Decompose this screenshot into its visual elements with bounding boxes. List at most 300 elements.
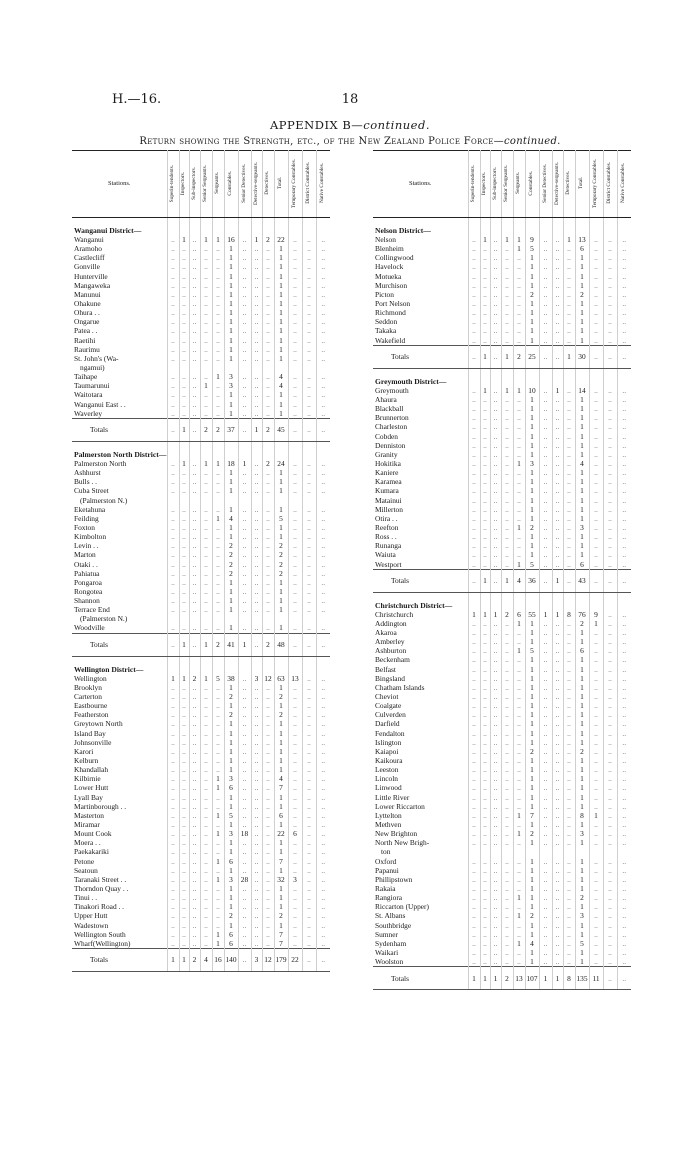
value-cell: .. [490,386,501,395]
value-cell: .. [603,738,617,747]
value-cell: .. [480,281,490,290]
value-cell: .. [468,802,480,811]
value-cell: .. [189,820,200,829]
value-cell: .. [288,235,302,244]
value-cell: .. [552,560,563,570]
value-cell: .. [513,628,525,637]
value-cell: 1 [525,838,539,847]
table-row [373,441,631,450]
value-cell: 1 [200,459,212,468]
value-cell: .. [501,263,513,272]
value-cell: .. [501,802,513,811]
value-cell: .. [179,848,189,857]
value-cell: .. [589,496,603,505]
value-cell: .. [563,784,575,793]
table-row [72,317,330,326]
value-cell: 1 [200,235,212,244]
empty-cell [288,665,302,674]
value-cell: .. [468,523,480,532]
value-cell: .. [552,541,563,550]
value-cell: .. [539,477,552,486]
value-cell: .. [513,336,525,346]
value-cell: .. [552,747,563,756]
value-cell: .. [589,505,603,514]
value-cell [288,496,302,505]
value-cell: .. [490,957,501,967]
value-cell: .. [189,921,200,930]
value-cell: .. [238,281,251,290]
spacer-cell [373,368,468,377]
value-cell: .. [238,893,251,902]
value-cell: .. [189,875,200,884]
value-cell: .. [589,829,603,838]
spacer-cell [513,592,525,601]
value-cell: .. [189,939,200,949]
value-cell: .. [316,514,330,523]
value-cell: .. [501,532,513,541]
value-cell: .. [262,354,274,363]
value-cell: .. [212,578,224,587]
value-cell: .. [238,884,251,893]
value-cell: 1 [212,514,224,523]
value-cell: .. [468,720,480,729]
value-cell: .. [302,829,316,838]
value-cell: .. [251,738,262,747]
value-cell: .. [617,459,631,468]
value-cell: .. [302,820,316,829]
value-cell: .. [603,468,617,477]
value-cell: .. [238,317,251,326]
station-name: Waitotara [74,390,103,400]
value-cell: .. [288,930,302,939]
value-cell: 4 [575,459,589,468]
value-cell: .. [251,710,262,719]
value-cell: .. [212,551,224,560]
value-cell: .. [490,560,501,570]
value-cell: .. [513,317,525,326]
value-cell: .. [179,253,189,262]
value-cell: .. [179,345,189,354]
value-cell: .. [617,957,631,967]
value-cell: .. [490,893,501,902]
table-row [373,404,631,413]
empty-cell [513,377,525,386]
value-cell: .. [316,345,330,354]
value-cell: .. [251,560,262,569]
total-value: .. [617,967,631,990]
spacer-cell [262,441,274,450]
value-cell: .. [539,829,552,838]
value-cell: .. [167,811,179,820]
station-name: Taranaki Street . . [74,875,127,884]
total-value: 2 [513,345,525,368]
value-cell: .. [288,902,302,911]
value-cell: 1 [274,587,288,596]
value-cell: .. [589,281,603,290]
value-cell: .. [563,893,575,902]
total-value: .. [238,418,251,441]
value-cell: .. [167,317,179,326]
station-name: Ashhurst [74,468,101,478]
value-cell: .. [589,628,603,637]
value-cell: .. [468,912,480,921]
table-row [373,747,631,756]
value-cell: .. [251,692,262,701]
value-cell: .. [563,441,575,450]
value-cell: .. [539,244,552,253]
value-cell: .. [212,532,224,541]
table-row [72,738,330,747]
value-cell: .. [501,423,513,432]
table-row [373,487,631,496]
value-cell: .. [589,884,603,893]
value-cell: .. [316,811,330,820]
station-name: Lower Hutt [74,783,109,793]
value-cell: .. [480,701,490,710]
value-cell: .. [490,720,501,729]
value-cell [617,848,631,857]
value-cell: .. [200,605,212,614]
table-row [72,875,330,884]
header-row [373,151,631,218]
value-cell: .. [490,450,501,459]
empty-cell [525,601,539,610]
value-cell: .. [552,701,563,710]
value-cell: .. [501,619,513,628]
police-strength-table-left [72,150,330,972]
value-cell: .. [212,720,224,729]
value-cell: .. [316,400,330,409]
station-name: Johnsonville [74,737,112,747]
empty-cell [501,377,513,386]
value-cell: .. [490,423,501,432]
column-header-label: Temporary Constables. [291,158,298,208]
station-name: Khandallah [74,765,109,775]
value-cell: .. [238,541,251,550]
value-cell: .. [603,560,617,570]
value-cell: .. [167,866,179,875]
value-cell: .. [617,912,631,921]
value-cell: .. [179,523,189,532]
value-cell: .. [501,505,513,514]
value-cell: .. [501,299,513,308]
spacer-cell [589,592,603,601]
value-cell: .. [617,857,631,866]
value-cell: .. [552,912,563,921]
spacer-cell [589,218,603,227]
value-cell: .. [539,921,552,930]
value-cell [179,496,189,505]
value-cell: .. [316,605,330,614]
value-cell: .. [539,404,552,413]
value-cell: .. [316,902,330,911]
value-cell: .. [617,738,631,747]
value-cell: .. [167,838,179,847]
value-cell: .. [179,605,189,614]
table-row [373,930,631,939]
value-cell: 1 [224,820,238,829]
value-cell: 1 [224,848,238,857]
value-cell: .. [501,893,513,902]
value-cell: .. [617,683,631,692]
value-cell: .. [302,487,316,496]
value-cell: .. [251,784,262,793]
empty-cell [200,665,212,674]
value-cell: .. [539,423,552,432]
spacer-cell [200,218,212,227]
value-cell: .. [167,720,179,729]
value-cell: .. [200,354,212,363]
value-cell: .. [490,487,501,496]
value-cell: 10 [525,386,539,395]
value-cell: .. [189,902,200,911]
value-cell: .. [189,345,200,354]
empty-cell [179,665,189,674]
value-cell: 1 [575,765,589,774]
value-cell: .. [316,290,330,299]
value-cell: .. [480,523,490,532]
value-cell: .. [490,468,501,477]
value-cell: 1 [525,281,539,290]
value-cell: .. [539,560,552,570]
value-cell: .. [316,802,330,811]
value-cell: .. [288,560,302,569]
empty-cell [302,665,316,674]
value-cell: .. [316,308,330,317]
value-cell: .. [200,893,212,902]
value-cell: .. [288,820,302,829]
value-cell: .. [212,345,224,354]
value-cell: .. [552,793,563,802]
value-cell: .. [302,551,316,560]
empty-cell [552,226,563,235]
value-cell [563,848,575,857]
table-row [373,468,631,477]
value-cell: 1 [575,875,589,884]
value-cell: .. [212,560,224,569]
value-cell: 1 [274,624,288,634]
table-row [72,345,330,354]
value-cell: .. [212,747,224,756]
station-name: Mount Cook [74,829,112,839]
value-cell: .. [480,468,490,477]
value-cell: .. [539,628,552,637]
value-cell: .. [200,866,212,875]
column-header-label: District Constables. [305,162,312,205]
value-cell: 1 [200,381,212,390]
value-cell: .. [603,505,617,514]
table-row [373,957,631,967]
table-row [373,299,631,308]
value-cell: 1 [274,720,288,729]
table-row [373,802,631,811]
empty-cell [274,665,288,674]
value-cell [262,614,274,623]
total-value: 1 [179,949,189,972]
value-cell: .. [480,290,490,299]
value-cell: 5 [525,244,539,253]
value-cell: 5 [525,560,539,570]
value-cell: .. [480,459,490,468]
table-row [373,317,631,326]
value-cell: 4 [274,372,288,381]
value-cell: .. [167,587,179,596]
value-cell: .. [200,930,212,939]
value-cell: .. [189,710,200,719]
total-value: 25 [525,345,539,368]
value-cell: .. [617,244,631,253]
value-cell: 2 [501,610,513,619]
empty-cell [238,665,251,674]
value-cell: .. [262,263,274,272]
value-cell: .. [589,308,603,317]
value-cell: 22 [274,235,288,244]
value-cell: .. [603,628,617,637]
value-cell: .. [302,893,316,902]
station-name: Greytown North [74,719,123,729]
value-cell: 1 [224,477,238,486]
station-name: North New Brigh- [375,838,430,848]
value-cell: .. [468,395,480,404]
table-row [72,829,330,838]
value-cell: .. [563,263,575,272]
value-cell: .. [316,921,330,930]
value-cell: .. [468,541,480,550]
value-cell: .. [262,784,274,793]
spacer-row [373,218,631,227]
station-name: Leeston [375,765,399,775]
value-cell: .. [179,477,189,486]
value-cell: .. [179,327,189,336]
value-cell: .. [167,921,179,930]
value-cell: .. [212,336,224,345]
value-cell: .. [251,820,262,829]
value-cell: .. [189,308,200,317]
value-cell: .. [262,939,274,949]
value-cell: 6 [274,811,288,820]
value-cell: .. [288,317,302,326]
value-cell: 1 [274,487,288,496]
value-cell: .. [490,541,501,550]
value-cell: .. [179,811,189,820]
empty-cell [274,450,288,459]
table-row [373,496,631,505]
value-cell: .. [589,468,603,477]
value-cell: .. [179,468,189,477]
value-cell: .. [603,902,617,911]
table-row [373,551,631,560]
value-cell [525,848,539,857]
value-cell: .. [251,400,262,409]
value-cell: .. [251,774,262,783]
station-name: Ongarue [74,317,100,327]
value-cell: .. [212,893,224,902]
value-cell: .. [513,541,525,550]
value-cell: .. [238,560,251,569]
value-cell: .. [167,391,179,400]
value-cell: .. [490,820,501,829]
value-cell: .. [468,674,480,683]
value-cell: .. [490,829,501,838]
value-cell: .. [603,496,617,505]
value-cell: .. [167,459,179,468]
column-header [589,151,603,218]
value-cell: .. [212,391,224,400]
value-cell: .. [589,774,603,783]
value-cell [212,496,224,505]
value-cell: .. [179,505,189,514]
value-cell: .. [238,912,251,921]
value-cell: 1 [525,637,539,646]
value-cell: 6 [224,930,238,939]
value-cell: 1 [525,802,539,811]
value-cell: .. [238,372,251,381]
value-cell: .. [238,930,251,939]
value-cell: 1 [274,893,288,902]
value-cell: 2 [525,829,539,838]
value-cell: .. [262,857,274,866]
value-cell: .. [513,637,525,646]
value-cell: 6 [575,560,589,570]
value-cell: .. [262,902,274,911]
value-cell: 1 [525,866,539,875]
value-cell: .. [251,532,262,541]
empty-cell [468,601,480,610]
value-cell: .. [251,317,262,326]
value-cell: 1 [224,299,238,308]
value-cell: 1 [525,336,539,346]
column-header [288,151,302,218]
value-cell: .. [539,317,552,326]
value-cell: .. [539,930,552,939]
value-cell: .. [603,692,617,701]
value-cell: .. [262,532,274,541]
value-cell: .. [490,496,501,505]
value-cell [468,848,480,857]
table-row [373,665,631,674]
total-value: .. [302,418,316,441]
value-cell: .. [238,409,251,419]
value-cell: .. [490,253,501,262]
value-cell: .. [552,468,563,477]
value-cell: .. [501,738,513,747]
value-cell: 1 [224,747,238,756]
value-cell: .. [539,656,552,665]
value-cell: .. [603,921,617,930]
value-cell: .. [262,400,274,409]
value-cell: .. [189,391,200,400]
value-cell [501,848,513,857]
value-cell: .. [539,738,552,747]
value-cell: .. [212,381,224,390]
value-cell: .. [490,432,501,441]
value-cell: .. [262,477,274,486]
value-cell: .. [302,756,316,765]
value-cell: .. [490,404,501,413]
value-cell: 2 [224,551,238,560]
value-cell: 2 [525,747,539,756]
value-cell: .. [589,857,603,866]
value-cell: .. [212,409,224,419]
value-cell: 18 [238,829,251,838]
station-name: St. John's (Wa- [74,353,119,363]
empty-cell [316,226,330,235]
value-cell: .. [617,820,631,829]
value-cell: .. [468,560,480,570]
value-cell: .. [288,710,302,719]
spacer-cell [575,592,589,601]
station-name: Paekakariki [74,847,109,857]
